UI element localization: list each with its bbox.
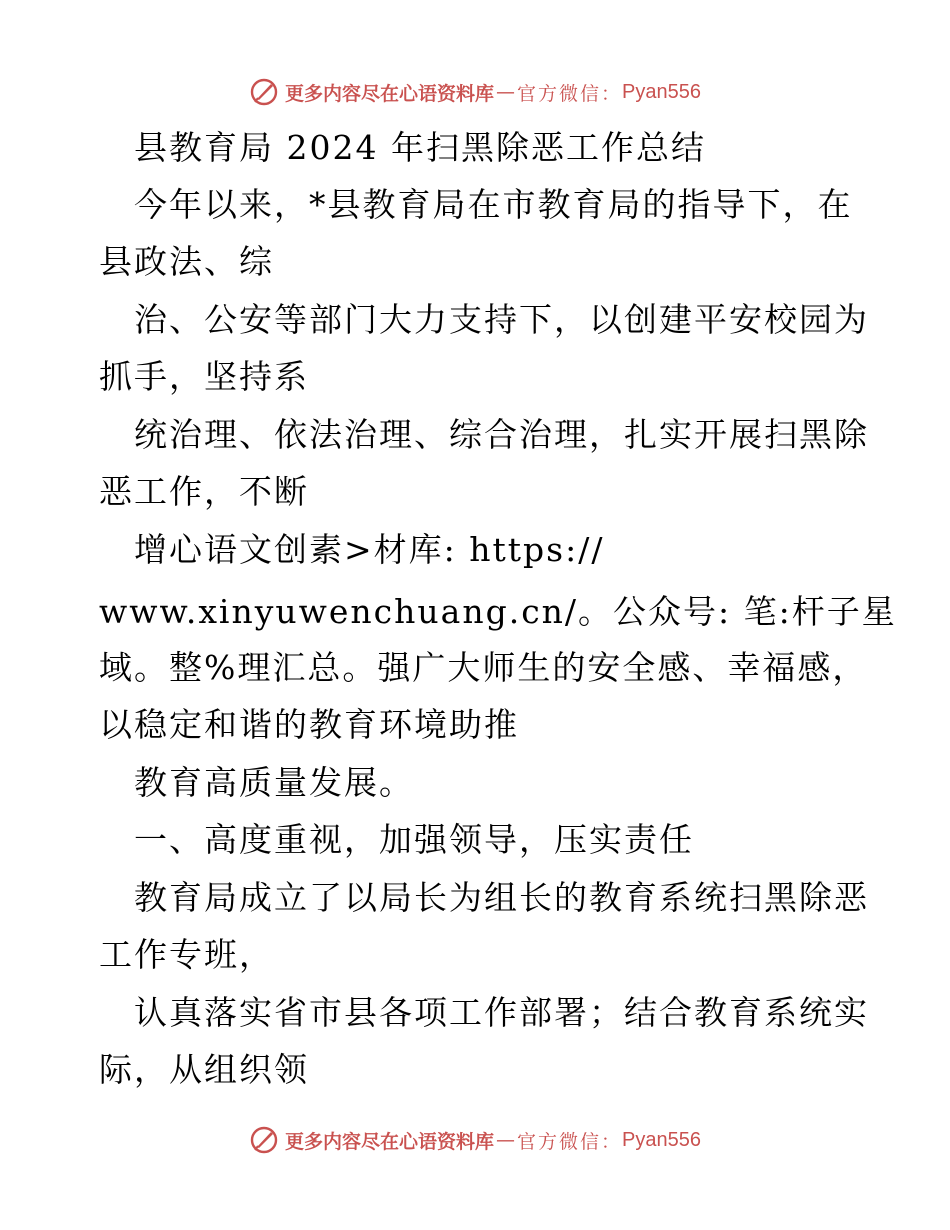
paragraph-line: 今年以来，*县教育局在市教育局的指导下，在 [134, 185, 853, 224]
paragraph-line: 域。整%理汇总。强广大师生的安全感、幸福感， [99, 648, 868, 687]
quill-logo-icon [249, 77, 279, 107]
document-title: 县教育局 2024 年扫黑除恶工作总结 [134, 128, 706, 167]
footer-brand-text: 更多内容尽在心语资料库 [285, 1130, 495, 1153]
paragraph-line: 工作专班， [99, 935, 274, 974]
paragraph-line: 教育高质量发展。 [134, 763, 414, 802]
paragraph-line: 抓手，坚持系 [99, 357, 309, 396]
header-banner [0, 72, 950, 112]
paragraph-line: 治、公安等部门大力支持下，以创建平安校园为 [134, 300, 869, 339]
footer-separator: — [496, 1129, 516, 1151]
quill-logo-icon [249, 1125, 279, 1155]
paragraph-line: 教育局成立了以局长为组长的教育系统扫黑除恶 [134, 878, 869, 917]
footer-wechat-label: 官方微信： [517, 1130, 623, 1153]
header-wechat-label: 官方微信： [517, 82, 623, 105]
paragraph-line: 际，从组织领 [99, 1050, 309, 1089]
paragraph-line: 统治理、依法治理、综合治理，扎实开展扫黑除 [134, 415, 869, 454]
header-wechat-id: Pyan556 [622, 80, 701, 103]
header-brand-text: 更多内容尽在心语资料库 [285, 82, 495, 105]
footer-wechat-id: Pyan556 [622, 1128, 701, 1151]
paragraph-line: 县政法、综 [99, 242, 274, 281]
header-separator: — [496, 81, 516, 103]
paragraph-line: www.xinyuwenchuang.cn/。公众号: 笔:杆子星 [99, 592, 897, 631]
paragraph-line: 恶工作，不断 [99, 472, 309, 511]
footer-banner [0, 1120, 950, 1160]
section-heading: 一、高度重视，加强领导，压实责任 [134, 820, 694, 859]
paragraph-line: 增心语文创素>材库: https:// [134, 530, 605, 569]
paragraph-line: 认真落实省市县各项工作部署；结合教育系统实 [134, 993, 869, 1032]
paragraph-line: 以稳定和谐的教育环境助推 [99, 705, 519, 744]
